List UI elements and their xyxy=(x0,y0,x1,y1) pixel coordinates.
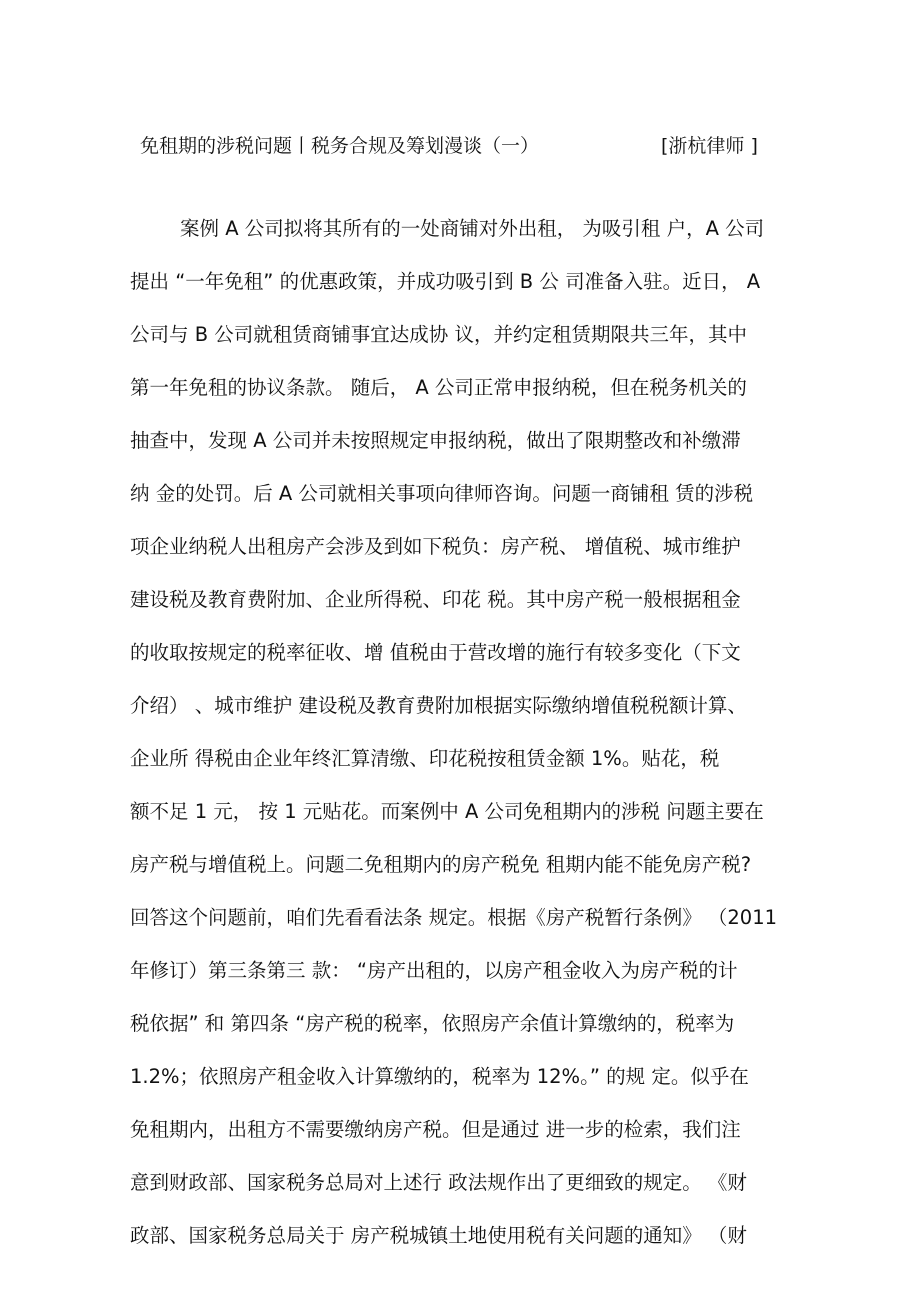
body-line: 税依据” 和 第四条 “房产税的税率，依照房产余值计算缴纳的，税率为 xyxy=(130,1012,735,1035)
body-line: 免租期内，出租方不需要缴纳房产税。但是通过 进一步的检索，我们注 xyxy=(130,1118,741,1141)
body-line: 年修订）第三条第三 款： “房产出租的，以房产租金收入为房产税的计 xyxy=(130,959,738,982)
body-line: 介绍） 、城市维护 建设税及教育费附加根据实际缴纳增值税税额计算、 xyxy=(130,694,747,717)
body-line: 建设税及教育费附加、企业所得税、印花 税。其中房产税一般根据租金 xyxy=(130,588,741,611)
author-tag: [浙杭律师 ] xyxy=(661,135,758,157)
body-line: 房产税与增值税上。问题二免租期内的房产税免 租期内能不能免房产税? xyxy=(130,853,752,876)
document-title: 免租期的涉税问题丨税务合规及筹划漫谈（一） xyxy=(140,135,540,157)
body-line: 抽查中，发现 A 公司并未按照规定申报纳税，做出了限期整改和补缴滞 xyxy=(130,429,741,452)
body-line: 回答这个问题前，咱们先看看法条 规定。根据《房产税暂行条例》 （2011 xyxy=(130,906,778,929)
body-line: 意到财政部、国家税务总局对上述行 政法规作出了更细致的规定。 《财 xyxy=(130,1171,747,1194)
body-line: 第一年免租的协议条款。 随后， A 公司正常申报纳税，但在税务机关的 xyxy=(130,376,747,399)
title-row xyxy=(140,131,780,161)
body-line: 提出 “一年免租” 的优惠政策，并成功吸引到 B 公 司准备入驻。近日， A xyxy=(130,270,761,293)
body-line: 公司与 B 公司就租赁商铺事宜达成协 议，并约定租赁期限共三年，其中 xyxy=(130,323,747,346)
body-line: 项企业纳税人出租房产会涉及到如下税负：房产税、 增值税、城市维护 xyxy=(130,535,741,558)
body-line: 1.2%；依照房产租金收入计算缴纳的，税率为 12%。” 的规 定。似乎在 xyxy=(130,1065,749,1088)
body-line: 的收取按规定的税率征收、增 值税由于营改增的施行有较多变化（下文 xyxy=(130,641,741,664)
body-line: 政部、国家税务总局关于 房产税城镇土地使用税有关问题的通知》 （财 xyxy=(130,1224,747,1247)
body-line: 纳 金的处罚。后 A 公司就相关事项向律师咨询。问题一商铺租 赁的涉税 xyxy=(130,482,754,505)
body-line: 案例 A 公司拟将其所有的一处商铺对外出租， 为吸引租 户，A 公司 xyxy=(180,217,765,240)
body-line: 额不足 1 元， 按 1 元贴花。而案例中 A 公司免租期内的涉税 问题主要在 xyxy=(130,800,764,823)
body-line: 企业所 得税由企业年终汇算清缴、印花税按租赁金额 1%。贴花，税 xyxy=(130,747,720,770)
